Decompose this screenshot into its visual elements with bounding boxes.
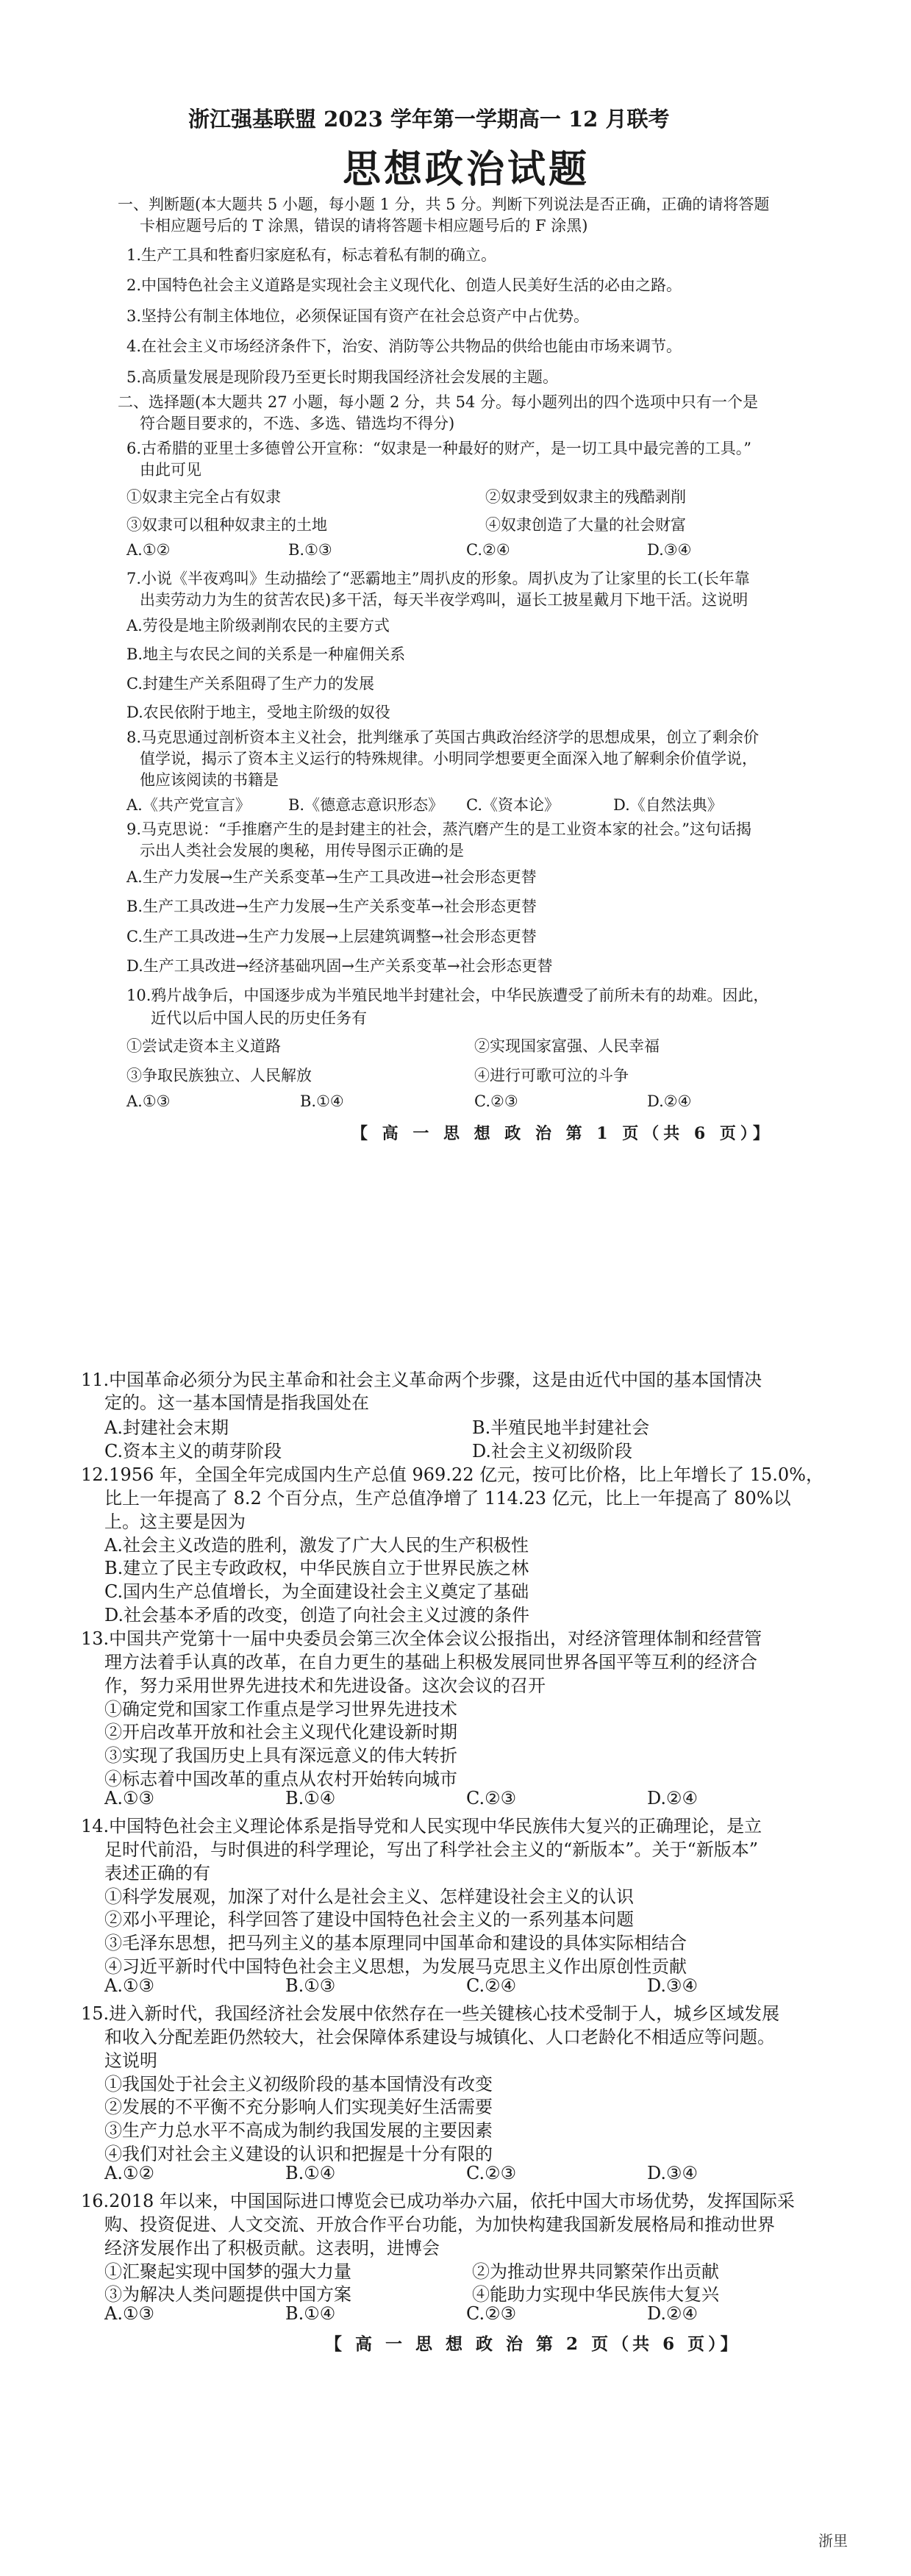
q9-stem-cont: 示出人类社会发展的奥秘，用传导图示正确的是	[140, 842, 464, 859]
q16-statement-1: ①汇聚起实现中国梦的强大力量	[104, 2261, 351, 2282]
q10-statement-1: ①尝试走资本主义道路	[126, 1037, 281, 1055]
q11-choice-c: C.资本主义的萌芽阶段	[104, 1441, 282, 1461]
q13-stem-cont2: 作，努力采用世界先进技术和先进设备。这次会议的召开	[104, 1675, 546, 1696]
q6-statement-2: ②奴隶受到奴隶主的残酷剥削	[485, 488, 686, 506]
q15-choice-b: B.①④	[285, 2163, 336, 2183]
q6-stem-cont: 由此可见	[140, 461, 201, 479]
q7-stem-cont: 出卖劳动力为生的贫苦农民)多干活，每天半夜学鸡叫，逼长工披星戴月下地干活。这说明	[140, 591, 749, 609]
q10-statement-2: ②实现国家富强、人民幸福	[474, 1037, 660, 1055]
q12-stem-cont: 比上一年提高了 8.2 个百分点，生产总值净增了 114.23 亿元，比上一年提高了 80%以	[104, 1488, 791, 1509]
q12-stem-cont2: 上。这主要是因为	[104, 1511, 246, 1532]
q6-choice-b: B.①③	[288, 541, 332, 559]
q10-choice-a: A.①③	[126, 1092, 171, 1110]
q8-choice-a: A.《共产党宣言》	[126, 796, 251, 814]
q7-option-c: C.封建生产关系阻碍了生产力的发展	[126, 675, 374, 693]
judge-item-5: 5.高质量发展是现阶段乃至更长时期我国经济社会发展的主题。	[126, 368, 559, 386]
q9-option-b: B.生产工具改进→生产力发展→生产关系变革→社会形态更替	[126, 898, 537, 915]
q15-statement-3: ③生产力总水平不高成为制约我国发展的主要因素	[104, 2120, 493, 2141]
q10-stem: 10.鸦片战争后，中国逐步成为半殖民地半封建社会，中华民族遭受了前所未有的劫难。因此，	[126, 987, 769, 1004]
q13-statement-4: ④标志着中国改革的重点从农村开始转向城市	[104, 1769, 457, 1789]
q13-statement-2: ②开启改革开放和社会主义现代化建设新时期	[104, 1722, 457, 1742]
q14-stem-cont: 足时代前沿，与时俱进的科学理论，写出了科学社会主义的“新版本”。关于“新版本”	[104, 1839, 759, 1860]
q14-stem: 14.中国特色社会主义理论体系是指导党和人民实现中华民族伟大复兴的正确理论，是立	[81, 1816, 762, 1836]
page-2-footer: 【 高 一 思 想 政 治 第 2 页（共 6 页）】	[325, 2334, 741, 2354]
q15-statement-2: ②发展的不平衡不充分影响人们实现美好生活需要	[104, 2097, 493, 2117]
q14-stem-cont2: 表述正确的有	[104, 1863, 210, 1883]
q6-choice-c: C.②④	[466, 541, 510, 559]
q13-statement-1: ①确定党和国家工作重点是学习世界先进技术	[104, 1699, 457, 1720]
q8-stem-cont: 值学说，揭示了资本主义运行的特殊规律。小明同学想要更全面深入地了解剩余价值学说，	[140, 750, 757, 768]
q9-stem: 9.马克思说：“手推磨产生的是封建主的社会，蒸汽磨产生的是工业资本家的社会。”这句话揭	[126, 820, 752, 838]
q14-statement-2: ②邓小平理论，科学回答了建设中国特色社会主义的一系列基本问题	[104, 1909, 634, 1930]
q14-choice-c: C.②④	[466, 1975, 517, 1996]
judge-item-1: 1.生产工具和牲畜归家庭私有，标志着私有制的确立。	[126, 246, 497, 264]
q13-stem-cont: 理方法着手认真的改革，在自力更生的基础上积极发展同世界各国平等互利的经济合	[104, 1652, 757, 1672]
q12-option-d: D.社会基本矛盾的改变，创造了向社会主义过渡的条件	[104, 1605, 530, 1625]
q11-choice-a: A.封建社会末期	[104, 1417, 229, 1438]
q16-choice-b: B.①④	[285, 2303, 336, 2324]
q15-statement-1: ①我国处于社会主义初级阶段的基本国情没有改变	[104, 2074, 493, 2094]
q12-option-c: C.国内生产总值增长，为全面建设社会主义奠定了基础	[104, 1581, 529, 1602]
q13-statement-3: ③实现了我国历史上具有深远意义的伟大转折	[104, 1745, 457, 1766]
q6-choice-d: D.③④	[647, 541, 692, 559]
q13-choice-a: A.①③	[104, 1788, 154, 1808]
q14-choice-d: D.③④	[647, 1975, 699, 1996]
q7-option-b: B.地主与农民之间的关系是一种雇佣关系	[126, 645, 406, 663]
q12-stem: 12.1956 年，全国全年完成国内生产总值 969.22 亿元，按可比价格，比上年增长了 15.0%，	[81, 1464, 824, 1485]
exam-title: 浙江强基联盟 2023 学年第一学期高一 12 月联考	[188, 107, 670, 132]
section-2-heading: 二、选择题(本大题共 27 小题，每小题 2 分，共 54 分。每小题列出的四个选项中只有一个是	[118, 393, 759, 411]
q9-option-a: A.生产力发展→生产关系变革→生产工具改进→社会形态更替	[126, 868, 537, 886]
q6-statement-1: ①奴隶主完全占有奴隶	[126, 488, 281, 506]
q13-choice-b: B.①④	[285, 1788, 336, 1808]
page-1-footer: 【 高 一 思 想 政 治 第 1 页（共 6 页）】	[351, 1124, 774, 1143]
corner-mark: 浙里	[818, 2532, 848, 2550]
section-1-heading: 一、判断题(本大题共 5 小题，每小题 1 分，共 5 分。判断下列说法是否正确，正确的请将答题	[118, 196, 770, 213]
q11-choice-b: B.半殖民地半封建社会	[472, 1417, 650, 1438]
q7-option-d: D.农民依附于地主，受地主阶级的奴役	[126, 704, 390, 721]
q13-stem: 13.中国共产党第十一届中央委员会第三次全体会议公报指出，对经济管理体制和经营管	[81, 1628, 762, 1649]
judge-item-4: 4.在社会主义市场经济条件下，治安、消防等公共物品的供给也能由市场来调节。	[126, 337, 682, 355]
q14-statement-4: ④习近平新时代中国特色社会主义思想，为发展马克思主义作出原创性贡献	[104, 1956, 687, 1977]
q16-stem-cont2: 经济发展作出了积极贡献。这表明，进博会	[104, 2238, 440, 2258]
q11-stem-cont: 定的。这一基本国情是指我国处在	[104, 1392, 369, 1413]
q13-choice-c: C.②③	[466, 1788, 517, 1808]
q10-statement-4: ④进行可歌可泣的斗争	[474, 1067, 629, 1084]
q15-stem: 15.进入新时代，我国经济社会发展中依然存在一些关键核心技术受制于人，城乡区域发展	[81, 2003, 780, 2024]
q8-choice-b: B.《德意志意识形态》	[288, 796, 444, 814]
q16-stem: 16.2018 年以来，中国国际进口博览会已成功举办六届，依托中国大市场优势，发挥国际采	[81, 2191, 795, 2211]
q12-option-a: A.社会主义改造的胜利，激发了广大人民的生产积极性	[104, 1535, 529, 1556]
q10-choice-b: B.①④	[300, 1092, 344, 1110]
q14-statement-3: ③毛泽东思想，把马列主义的基本原理同中国革命和建设的具体实际相结合	[104, 1933, 687, 1953]
section-2-heading-cont: 符合题目要求的，不选、多选、错选均不得分)	[140, 415, 455, 432]
q8-stem: 8.马克思通过剖析资本主义社会，批判继承了英国古典政治经济学的思想成果，创立了剩余价	[126, 729, 760, 746]
q8-choice-d: D.《自然法典》	[613, 796, 723, 814]
q7-stem: 7.小说《半夜鸡叫》生动描绘了“恶霸地主”周扒皮的形象。周扒皮为了让家里的长工(长年靠	[126, 570, 750, 587]
q9-option-d: D.生产工具改进→经济基础巩固→生产关系变革→社会形态更替	[126, 957, 553, 975]
q15-choice-a: A.①②	[104, 2163, 154, 2183]
q10-stem-cont: 近代以后中国人民的历史任务有	[151, 1009, 367, 1027]
q16-statement-3: ③为解决人类问题提供中国方案	[104, 2284, 351, 2305]
q10-statement-3: ③争取民族独立、人民解放	[126, 1067, 312, 1084]
q14-choice-a: A.①③	[104, 1975, 154, 1996]
q6-statement-3: ③奴隶可以租种奴隶主的土地	[126, 516, 327, 534]
q12-option-b: B.建立了民主专政政权，中华民族自立于世界民族之林	[104, 1558, 529, 1578]
q8-stem-cont2: 他应该阅读的书籍是	[140, 771, 279, 789]
q16-stem-cont: 购、投资促进、人文交流、开放合作平台功能，为加快构建我国新发展格局和推动世界	[104, 2214, 775, 2235]
q8-choice-c: C.《资本论》	[466, 796, 560, 814]
q15-choice-c: C.②③	[466, 2163, 517, 2183]
q10-choice-d: D.②④	[647, 1092, 692, 1110]
q14-statement-1: ①科学发展观，加深了对什么是社会主义、怎样建设社会主义的认识	[104, 1886, 634, 1907]
q15-stem-cont: 和收入分配差距仍然较大，社会保障体系建设与城镇化、人口老龄化不相适应等问题。	[104, 2027, 775, 2047]
q11-stem: 11.中国革命必须分为民主革命和社会主义革命两个步骤，这是由近代中国的基本国情决	[81, 1370, 762, 1390]
q16-statement-2: ②为推动世界共同繁荣作出贡献	[472, 2261, 719, 2282]
judge-item-3: 3.坚持公有制主体地位，必须保证国有资产在社会总资产中占优势。	[126, 307, 590, 325]
q9-option-c: C.生产工具改进→生产力发展→上层建筑调整→社会形态更替	[126, 928, 537, 945]
q16-choice-a: A.①③	[104, 2303, 154, 2324]
q6-stem: 6.古希腊的亚里士多德曾公开宣称：“奴隶是一种最好的财产，是一切工具中最完善的工具。”	[126, 440, 752, 457]
q7-option-a: A.劳役是地主阶级剥削农民的主要方式	[126, 617, 390, 634]
subject-title: 思想政治试题	[343, 147, 590, 192]
judge-item-2: 2.中国特色社会主义道路是实现社会主义现代化、创造人民美好生活的必由之路。	[126, 276, 682, 294]
q6-statement-4: ④奴隶创造了大量的社会财富	[485, 516, 686, 534]
q16-choice-c: C.②③	[466, 2303, 517, 2324]
q15-statement-4: ④我们对社会主义建设的认识和把握是十分有限的	[104, 2144, 493, 2164]
q14-choice-b: B.①③	[285, 1975, 336, 1996]
section-1-heading-cont: 卡相应题号后的 T 涂黑，错误的请将答题卡相应题号后的 F 涂黑)	[140, 217, 588, 235]
q11-choice-d: D.社会主义初级阶段	[472, 1441, 633, 1461]
q16-choice-d: D.②④	[647, 2303, 699, 2324]
q10-choice-c: C.②③	[474, 1092, 518, 1110]
q13-choice-d: D.②④	[647, 1788, 699, 1808]
q15-choice-d: D.③④	[647, 2163, 699, 2183]
q16-statement-4: ④能助力实现中华民族伟大复兴	[472, 2284, 719, 2305]
q6-choice-a: A.①②	[126, 541, 171, 559]
q15-stem-cont2: 这说明	[104, 2050, 157, 2071]
